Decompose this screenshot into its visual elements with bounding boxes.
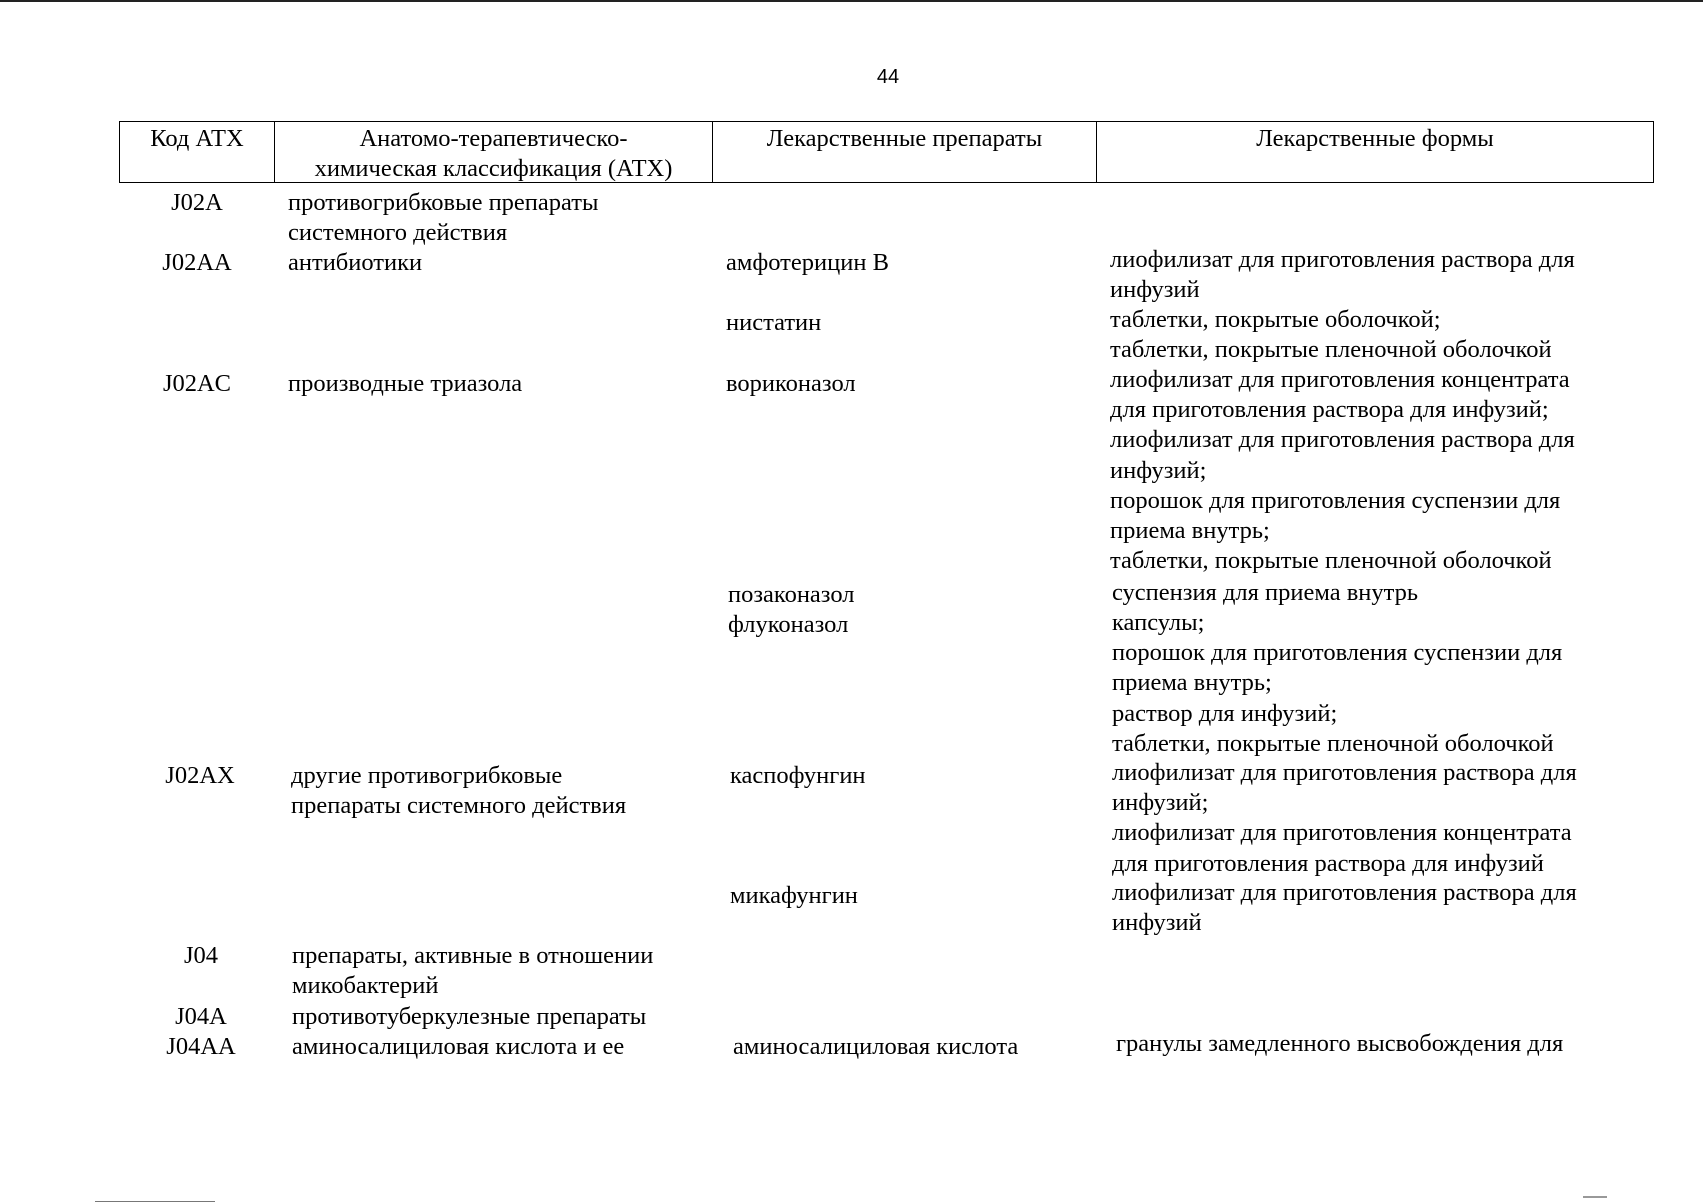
header-atc-classification: Анатомо-терапевтическо- химическая классификация (АТХ): [275, 122, 713, 182]
row-forms: лиофилизат для приготовления раствора для инфузий; лиофилизат для приготовления концентрата для приготовления раствора для инфузий: [1112, 759, 1577, 877]
row-code: J02A: [171, 189, 223, 216]
row-forms: суспензия для приема внутрь: [1112, 579, 1419, 606]
header-drugs: Лекарственные препараты: [713, 122, 1097, 182]
scan-mark: [1583, 1196, 1607, 1198]
row-classification: другие противогрибковые препараты системного действия: [291, 762, 627, 820]
row-code: J02AA: [162, 249, 232, 276]
row-classification: противогрибковые препараты системного действия: [288, 189, 599, 247]
row-classification: аминосалициловая кислота и ее: [292, 1033, 625, 1060]
row-code: J02AC: [162, 370, 232, 397]
page-number: 44: [876, 66, 900, 88]
row-classification: противотуберкулезные препараты: [292, 1003, 647, 1030]
row-classification: антибиотики: [288, 249, 423, 276]
header-dosage-forms: Лекарственные формы: [1256, 125, 1494, 152]
row-drug: флуконазол: [728, 611, 849, 638]
row-forms: лиофилизат для приготовления концентрата для приготовления раствора для инфузий; лиофилизат для приготовления раствора для инфузий; порошок для приготовления суспензии для приема внутрь; таблетки, покрытые пленочной оболочкой: [1110, 366, 1575, 575]
row-classification: производные триазола: [288, 370, 523, 397]
header-atc-code: Код АТХ: [120, 122, 275, 182]
row-forms: гранулы замедленного высвобождения для: [1116, 1030, 1564, 1057]
row-drug: вориконазол: [726, 370, 856, 397]
row-classification: препараты, активные в отношении микобактерий: [292, 942, 654, 1000]
row-forms: лиофилизат для приготовления раствора для инфузий: [1112, 879, 1577, 937]
row-forms: капсулы; порошок для приготовления суспензии для приема внутрь; раствор для инфузий; таблетки, покрытые пленочной оболочкой: [1112, 609, 1563, 757]
row-code: J04: [183, 942, 219, 969]
row-drug: каспофунгин: [730, 762, 866, 789]
row-drug: амфотерицин B: [726, 249, 889, 276]
row-drug: позаконазол: [728, 581, 855, 608]
row-forms: таблетки, покрытые оболочкой; таблетки, покрытые пленочной оболочкой: [1110, 306, 1552, 364]
row-drug: микафунгин: [730, 882, 858, 909]
row-code: J02AX: [165, 762, 235, 789]
row-drug: аминосалициловая кислота: [733, 1033, 1019, 1060]
row-code: J04A: [175, 1003, 227, 1030]
row-forms: лиофилизат для приготовления раствора для инфузий: [1110, 246, 1575, 304]
row-drug: нистатин: [726, 309, 822, 336]
row-code: J04AA: [166, 1033, 236, 1060]
